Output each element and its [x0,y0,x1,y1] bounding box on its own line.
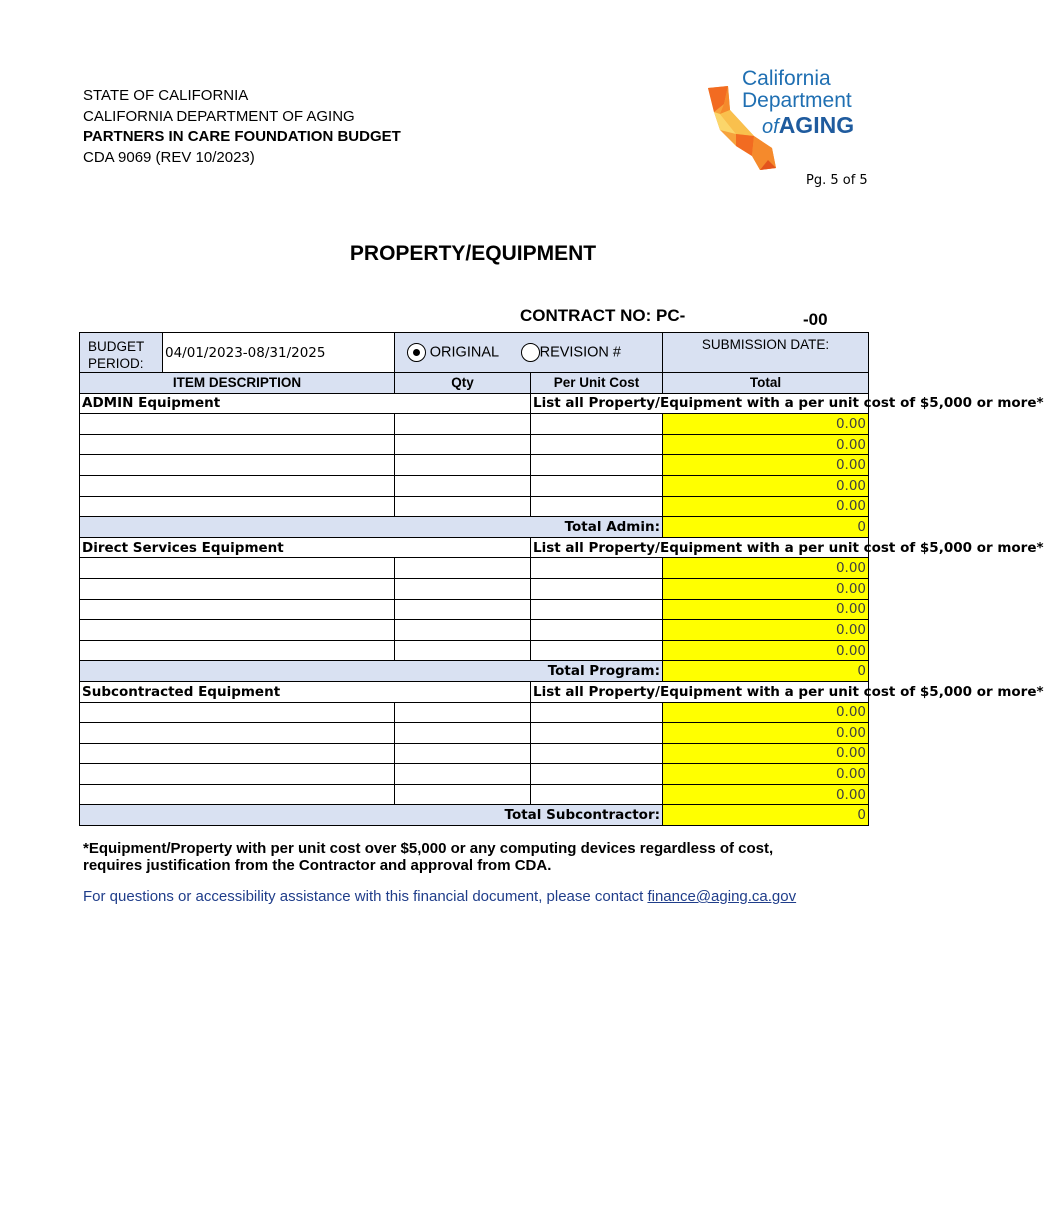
section-note-direct: List all Property/Equipment with a per unit cost of $5,000 or more* [531,537,869,558]
cda-logo [706,68,876,172]
table-row [80,784,869,805]
qty-input[interactable] [395,434,531,455]
table-row [80,434,869,455]
qty-input[interactable] [395,620,531,641]
row-total: 0.00 [663,414,869,435]
contact-info [83,888,796,905]
col-per-unit-cost: Per Unit Cost [531,373,663,394]
unit-cost-input[interactable] [531,558,663,579]
unit-cost-input[interactable] [531,702,663,723]
total-row-admin [80,517,869,538]
item-description-input[interactable] [80,475,395,496]
item-description-input[interactable] [80,599,395,620]
table-row [80,702,869,723]
row-total: 0.00 [663,475,869,496]
row-total: 0.00 [663,599,869,620]
contract-number-label: CONTRACT NO: PC- [520,306,686,325]
section-name-direct: Direct Services Equipment [80,537,531,558]
item-description-input[interactable] [80,558,395,579]
row-total: 0.00 [663,578,869,599]
footnote-line-2: requires justification from the Contractor and approval from CDA. [83,856,552,874]
qty-input[interactable] [395,414,531,435]
unit-cost-input[interactable] [531,414,663,435]
page-number: Pg. 5 of 5 [806,173,868,188]
unit-cost-input[interactable] [531,455,663,476]
item-description-input[interactable] [80,578,395,599]
table-row [80,455,869,476]
unit-cost-input[interactable] [531,434,663,455]
row-total: 0.00 [663,558,869,579]
row-total: 0.00 [663,496,869,517]
footnote-line-1: *Equipment/Property with per unit cost over $5,000 or any computing devices regardless of cost, [83,840,774,857]
section-note-admin: List all Property/Equipment with a per unit cost of $5,000 or more* [531,393,869,414]
section-note-sub: List all Property/Equipment with a per unit cost of $5,000 or more* [531,681,869,702]
total-row-program [80,661,869,682]
unit-cost-input[interactable] [531,764,663,785]
qty-input[interactable] [395,455,531,476]
row-total: 0.00 [663,702,869,723]
row-total: 0.00 [663,455,869,476]
table-row [80,640,869,661]
qty-input[interactable] [395,599,531,620]
item-description-input[interactable] [80,723,395,744]
total-row-subcontractor [80,805,869,826]
item-description-input[interactable] [80,455,395,476]
qty-input[interactable] [395,578,531,599]
unit-cost-input[interactable] [531,723,663,744]
section-header-sub [80,681,869,702]
header-state: STATE OF CALIFORNIA [83,87,249,104]
unit-cost-input[interactable] [531,640,663,661]
unit-cost-input[interactable] [531,496,663,517]
revision-label: REVISION # [539,344,621,361]
budget-period-label: BUDGET PERIOD: [80,333,163,373]
qty-input[interactable] [395,475,531,496]
item-description-input[interactable] [80,702,395,723]
total-admin-value: 0 [663,517,869,538]
row-total: 0.00 [663,784,869,805]
contract-number-suffix: -00 [803,310,828,329]
item-description-input[interactable] [80,640,395,661]
unit-cost-input[interactable] [531,475,663,496]
item-description-input[interactable] [80,620,395,641]
logo-line-aging [762,112,854,140]
unit-cost-input[interactable] [531,743,663,764]
row-total: 0.00 [663,764,869,785]
logo-line-california: California [742,67,831,90]
col-total: Total [663,373,869,394]
property-equipment-table [79,332,1044,826]
row-total: 0.00 [663,620,869,641]
item-description-input[interactable] [80,764,395,785]
item-description-input[interactable] [80,434,395,455]
table-row [80,599,869,620]
section-header-direct [80,537,869,558]
row-total: 0.00 [663,640,869,661]
contact-email-link[interactable]: finance@aging.ca.gov [647,888,797,905]
unit-cost-input[interactable] [531,784,663,805]
header-department: CALIFORNIA DEPARTMENT OF AGING [83,107,355,125]
table-row [80,496,869,517]
column-header-row [80,373,869,394]
row-total: 0.00 [663,743,869,764]
original-label: ORIGINAL [429,344,500,361]
total-program-value: 0 [663,661,869,682]
qty-input[interactable] [395,764,531,785]
item-description-input[interactable] [80,743,395,764]
table-row [80,414,869,435]
submission-date-field[interactable]: SUBMISSION DATE: [663,333,869,373]
contact-text: For questions or accessibility assistance with this financial document, please contact [83,888,648,905]
header-form-number: CDA 9069 (REV 10/2023) [83,148,255,166]
section-name-sub: Subcontracted Equipment [80,681,531,702]
original-radio[interactable] [407,343,426,362]
qty-input[interactable] [395,723,531,744]
table-row [80,620,869,641]
total-subcontractor-value: 0 [663,805,869,826]
item-description-input[interactable] [80,414,395,435]
unit-cost-input[interactable] [531,620,663,641]
qty-input[interactable] [395,702,531,723]
total-subcontractor-label: Total Subcontractor: [80,805,663,826]
section-name-admin: ADMIN Equipment [80,393,531,414]
table-row [80,723,869,744]
total-admin-label: Total Admin: [80,517,663,538]
qty-input[interactable] [395,558,531,579]
col-item-description: ITEM DESCRIPTION [80,373,395,394]
table-row [80,578,869,599]
header-budget-title: PARTNERS IN CARE FOUNDATION BUDGET [83,128,401,145]
unit-cost-input[interactable] [531,599,663,620]
section-header-admin [80,393,869,414]
item-description-input[interactable] [80,496,395,517]
logo-line-department: Department [742,89,852,112]
table-row [80,475,869,496]
table-row [80,558,869,579]
unit-cost-input[interactable] [531,578,663,599]
logo-of: of [762,116,779,138]
row-total: 0.00 [663,723,869,744]
footnote [83,841,843,874]
row-total: 0.00 [663,434,869,455]
table-row [80,743,869,764]
qty-input[interactable] [395,640,531,661]
page-title: PROPERTY/EQUIPMENT [349,242,597,265]
budget-period-value[interactable]: 04/01/2023-08/31/2025 [163,333,395,373]
col-qty: Qty [395,373,531,394]
qty-input[interactable] [395,784,531,805]
item-description-input[interactable] [80,784,395,805]
submission-type-group [395,333,663,373]
total-program-label: Total Program: [80,661,663,682]
form-header [83,86,401,168]
qty-input[interactable] [395,743,531,764]
revision-radio[interactable] [521,343,540,362]
qty-input[interactable] [395,496,531,517]
table-row [80,764,869,785]
logo-aging: AGING [778,112,855,138]
